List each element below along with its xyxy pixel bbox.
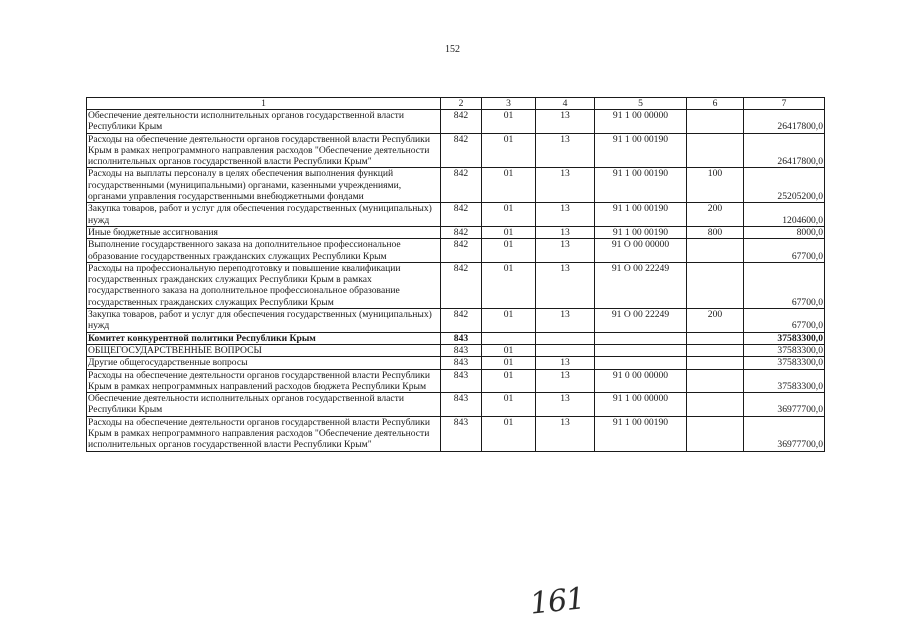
row-code-5: 91 1 00 00000 [595, 110, 687, 134]
handwritten-page-number: 161 [528, 581, 586, 622]
row-amount: 37583300,0 [744, 357, 825, 369]
row-code-4: 13 [536, 369, 595, 393]
row-code-3: 01 [482, 369, 536, 393]
row-code-5: 91 1 00 00190 [595, 168, 687, 203]
row-code-4 [536, 344, 595, 356]
row-amount: 37583300,0 [744, 369, 825, 393]
table-row [87, 393, 825, 417]
row-amount: 37583300,0 [744, 332, 825, 344]
row-code-3: 01 [482, 309, 536, 333]
row-amount: 8000,0 [744, 226, 825, 238]
row-description: Обеспечение деятельности исполнительных органов государственной власти Республики Крым [87, 110, 441, 134]
table-row [87, 168, 825, 203]
row-amount: 36977700,0 [744, 393, 825, 417]
row-amount: 1204600,0 [744, 203, 825, 227]
row-amount: 67700,0 [744, 262, 825, 308]
row-code-3 [482, 332, 536, 344]
row-code-2: 842 [441, 226, 482, 238]
row-code-4: 13 [536, 203, 595, 227]
row-code-4: 13 [536, 393, 595, 417]
table-row [87, 203, 825, 227]
row-description: Закупка товаров, работ и услуг для обеспечения государственных (муниципальных) нужд [87, 203, 441, 227]
header-cell: 4 [536, 98, 595, 110]
row-code-5: 91 1 00 00190 [595, 226, 687, 238]
row-code-5: 91 О 00 22249 [595, 262, 687, 308]
row-code-6: 200 [687, 203, 744, 227]
table-row [87, 110, 825, 134]
row-code-2: 842 [441, 309, 482, 333]
row-description: Расходы на обеспечение деятельности органов государственной власти Республики Крым в рамках непрограммных направлений расходов бюджета Республики Крым [87, 369, 441, 393]
row-description: ОБЩЕГОСУДАРСТВЕННЫЕ ВОПРОСЫ [87, 344, 441, 356]
row-code-3: 01 [482, 262, 536, 308]
table-body [87, 98, 825, 452]
row-code-4: 13 [536, 110, 595, 134]
table-row [87, 332, 825, 344]
header-cell: 2 [441, 98, 482, 110]
row-code-3: 01 [482, 168, 536, 203]
row-code-6 [687, 369, 744, 393]
row-description: Обеспечение деятельности исполнительных органов государственной власти Республики Крым [87, 393, 441, 417]
row-code-6 [687, 393, 744, 417]
row-code-5: 91 1 00 00190 [595, 133, 687, 168]
row-code-2: 842 [441, 262, 482, 308]
row-code-6: 100 [687, 168, 744, 203]
row-description: Комитет конкурентной политики Республики Крым [87, 332, 441, 344]
row-amount: 26417800,0 [744, 133, 825, 168]
row-code-3: 01 [482, 357, 536, 369]
row-code-3: 01 [482, 110, 536, 134]
row-code-5 [595, 344, 687, 356]
table-row [87, 369, 825, 393]
row-description: Иные бюджетные ассигнования [87, 226, 441, 238]
header-row [87, 98, 825, 110]
row-code-6 [687, 357, 744, 369]
row-code-6: 800 [687, 226, 744, 238]
row-description: Закупка товаров, работ и услуг для обеспечения государственных (муниципальных) нужд [87, 309, 441, 333]
table-row [87, 239, 825, 263]
table-row [87, 344, 825, 356]
row-code-5: 91 1 00 00190 [595, 203, 687, 227]
row-code-3: 01 [482, 239, 536, 263]
row-code-4: 13 [536, 309, 595, 333]
row-code-4 [536, 332, 595, 344]
row-code-3: 01 [482, 133, 536, 168]
row-code-5: 91 О 00 22249 [595, 309, 687, 333]
row-code-5: 91 1 00 00000 [595, 393, 687, 417]
table-row [87, 226, 825, 238]
row-code-6: 200 [687, 309, 744, 333]
header-cell: 1 [87, 98, 441, 110]
row-code-5: 91 1 00 00190 [595, 416, 687, 451]
header-cell: 6 [687, 98, 744, 110]
row-code-3: 01 [482, 393, 536, 417]
row-amount: 26417800,0 [744, 110, 825, 134]
table-row [87, 262, 825, 308]
row-description: Другие общегосударственные вопросы [87, 357, 441, 369]
row-code-2: 843 [441, 416, 482, 451]
row-code-4: 13 [536, 357, 595, 369]
row-code-2: 843 [441, 393, 482, 417]
header-cell: 5 [595, 98, 687, 110]
row-amount: 37583300,0 [744, 344, 825, 356]
header-cell: 3 [482, 98, 536, 110]
row-code-3: 01 [482, 226, 536, 238]
row-description: Расходы на обеспечение деятельности органов государственной власти Республики Крым в рамках непрограммного направления расходов "Обеспечение деятельности исполнительных органов государственной власти Республики Крым" [87, 133, 441, 168]
row-code-6 [687, 239, 744, 263]
row-code-2: 843 [441, 369, 482, 393]
row-code-2: 842 [441, 239, 482, 263]
table-row [87, 309, 825, 333]
row-amount: 67700,0 [744, 309, 825, 333]
header-cell: 7 [744, 98, 825, 110]
row-amount: 36977700,0 [744, 416, 825, 451]
row-code-2: 842 [441, 203, 482, 227]
row-code-4: 13 [536, 168, 595, 203]
row-code-4: 13 [536, 226, 595, 238]
table-row [87, 357, 825, 369]
row-code-5 [595, 332, 687, 344]
row-code-3: 01 [482, 344, 536, 356]
row-code-6 [687, 110, 744, 134]
budget-table [86, 97, 825, 452]
row-code-5: 91 О 00 00000 [595, 239, 687, 263]
row-code-3: 01 [482, 416, 536, 451]
row-code-3: 01 [482, 203, 536, 227]
row-code-2: 842 [441, 110, 482, 134]
row-code-6 [687, 344, 744, 356]
row-code-4: 13 [536, 239, 595, 263]
row-code-2: 842 [441, 133, 482, 168]
row-code-6 [687, 332, 744, 344]
row-code-4: 13 [536, 416, 595, 451]
row-description: Выполнение государственного заказа на дополнительное профессиональное образование государственных гражданских служащих Республики Крым [87, 239, 441, 263]
row-code-6 [687, 416, 744, 451]
page-number: 152 [445, 44, 460, 55]
row-amount: 25205200,0 [744, 168, 825, 203]
row-code-2: 842 [441, 168, 482, 203]
row-amount: 67700,0 [744, 239, 825, 263]
row-code-4: 13 [536, 262, 595, 308]
row-code-4: 13 [536, 133, 595, 168]
row-code-6 [687, 133, 744, 168]
row-code-6 [687, 262, 744, 308]
row-description: Расходы на выплаты персоналу в целях обеспечения выполнения функций государственными (муниципальными) органами, казенными учреждениями, органами управления государственными внебюджетными фондами [87, 168, 441, 203]
table-row [87, 133, 825, 168]
row-code-2: 843 [441, 357, 482, 369]
row-description: Расходы на обеспечение деятельности органов государственной власти Республики Крым в рамках непрограммного направления расходов "Обеспечение деятельности исполнительных органов государственной власти Республики Крым" [87, 416, 441, 451]
row-description: Расходы на профессиональную переподготовку и повышение квалификации государственных гражданских служащих Республики Крым в рамках государственного заказа на дополнительное профессиональное образование государственных гражданских служащих Республики Крым [87, 262, 441, 308]
row-code-5 [595, 357, 687, 369]
table-row [87, 416, 825, 451]
row-code-2: 843 [441, 332, 482, 344]
row-code-5: 91 0 00 00000 [595, 369, 687, 393]
row-code-2: 843 [441, 344, 482, 356]
